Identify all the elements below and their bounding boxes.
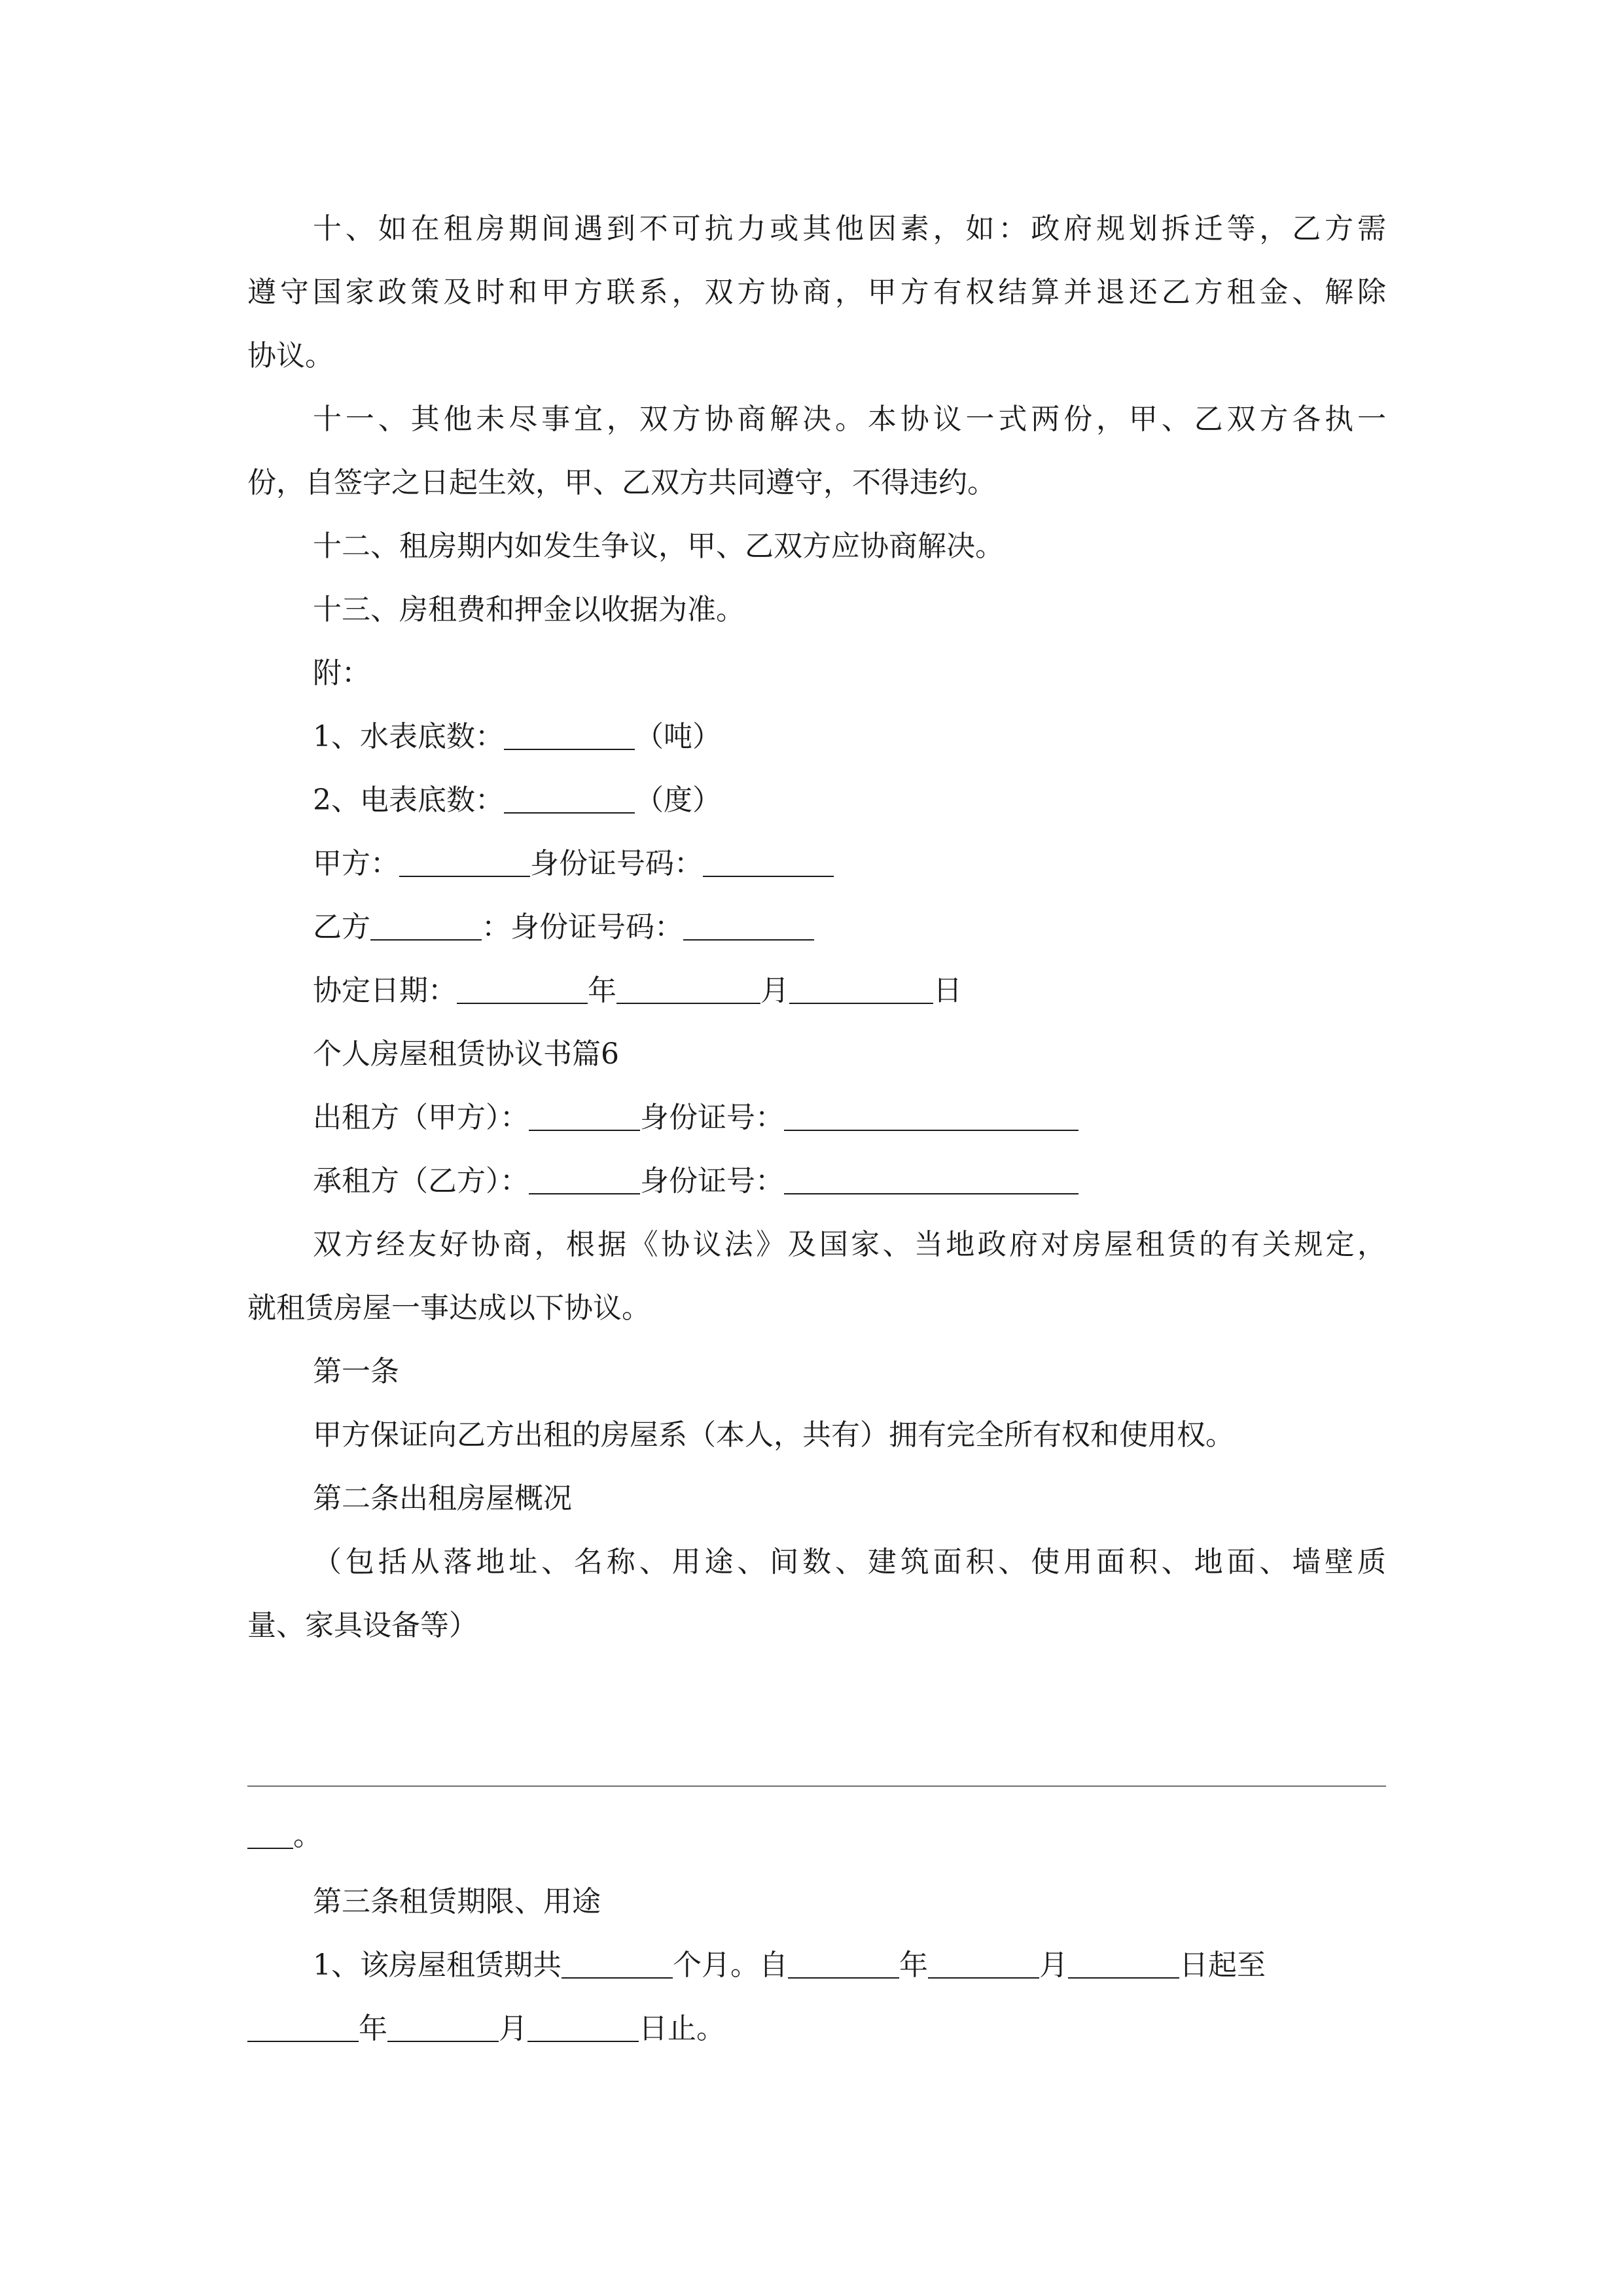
fill-in-rule[interactable] (247, 1785, 1386, 1787)
date-day-label: 日 (933, 974, 962, 1007)
end-day-label: 日止。 (639, 2012, 725, 2045)
lessor-name-blank[interactable] (529, 1101, 640, 1131)
party-b-label: 乙方 (313, 910, 370, 944)
party-a-label: 甲方： (313, 847, 399, 880)
agreement-date-label: 协定日期： (313, 974, 457, 1007)
article-2-line-1: （包括从落地址、名称、用途、间数、建筑面积、使用面积、地面、墙壁质 (313, 1545, 1386, 1579)
electric-meter-label: 2、电表底数： (313, 783, 504, 817)
lessee-id-label: 身份证号： (640, 1164, 784, 1198)
electric-meter-unit: （度） (635, 783, 721, 817)
lessor-label: 出租方（甲方）： (313, 1101, 529, 1134)
start-day-label: 日起至 (1179, 1948, 1266, 1982)
clause-10-line-2: 遵守国家政策及时和甲方联系，双方协商，甲方有权结算并退还乙方租金、解除 (247, 276, 1386, 309)
article-2-end-blank[interactable] (247, 1819, 293, 1849)
lease-from-label: 个月。自 (673, 1948, 788, 1982)
article-3-line-1 (313, 1946, 1266, 1985)
start-month-label: 月 (1039, 1948, 1068, 1982)
lease-months-blank[interactable] (562, 1948, 673, 1979)
lessor-line (313, 1098, 1079, 1138)
start-day-blank[interactable] (1068, 1948, 1179, 1979)
end-day-blank[interactable] (527, 2012, 639, 2042)
clause-12: 十二、租房期内如发生争议，甲、乙双方应协商解决。 (313, 529, 1004, 563)
date-year-blank[interactable] (457, 974, 588, 1004)
lessor-id-label: 身份证号： (640, 1101, 784, 1134)
article-1-text: 甲方保证向乙方出租的房屋系（本人，共有）拥有完全所有权和使用权。 (313, 1418, 1234, 1452)
electric-meter-line (313, 781, 721, 820)
lessee-id-blank[interactable] (784, 1164, 1079, 1194)
article-3-line-2 (247, 2009, 725, 2049)
party-b-line (313, 908, 814, 947)
party-a-id-label: 身份证号码： (530, 847, 703, 880)
clause-11-line-1: 十一、其他未尽事宜，双方协商解决。本协议一式两份，甲、乙双方各执一 (313, 403, 1386, 436)
lessor-id-blank[interactable] (784, 1101, 1079, 1131)
article-2-end-mark: 。 (293, 1819, 322, 1852)
party-b-id-blank[interactable] (683, 910, 814, 941)
clause-13: 十三、房租费和押金以收据为准。 (313, 593, 745, 626)
party-b-name-blank[interactable] (370, 910, 482, 941)
lessee-line (313, 1162, 1079, 1201)
end-month-blank[interactable] (387, 2012, 499, 2042)
start-year-label: 年 (899, 1948, 928, 1982)
end-month-label: 月 (499, 2012, 527, 2045)
party-a-name-blank[interactable] (399, 847, 530, 877)
party-a-id-blank[interactable] (703, 847, 834, 877)
date-day-blank[interactable] (789, 974, 933, 1004)
article-1-title: 第一条 (313, 1355, 399, 1388)
clause-10-line-1: 十、如在租房期间遇到不可抗力或其他因素，如：政府规划拆迁等，乙方需 (313, 212, 1386, 245)
lease-term-label: 1、该房屋租赁期共 (313, 1948, 562, 1982)
article-2-title: 第二条出租房屋概况 (313, 1482, 572, 1515)
intro-line-2: 就租赁房屋一事达成以下协议。 (247, 1291, 651, 1325)
start-month-blank[interactable] (928, 1948, 1039, 1979)
water-meter-label: 1、水表底数： (313, 720, 504, 753)
appendix-label: 附： (313, 656, 370, 690)
electric-meter-blank[interactable] (504, 783, 635, 814)
clause-10-line-3: 协议。 (247, 339, 334, 372)
article-2-end (247, 1816, 322, 1856)
agreement-date-line (313, 971, 962, 1011)
water-meter-unit: （吨） (635, 720, 721, 753)
clause-11-line-2: 份，自签字之日起生效，甲、乙双方共同遵守，不得违约。 (247, 466, 996, 499)
date-month-label: 月 (760, 974, 789, 1007)
end-year-label: 年 (359, 2012, 387, 2045)
article-2-line-2: 量、家具设备等） (247, 1609, 478, 1642)
water-meter-blank[interactable] (504, 720, 635, 750)
party-a-line (313, 844, 834, 884)
lessee-label: 承租方（乙方）： (313, 1164, 529, 1198)
section-6-title: 个人房屋租赁协议书篇6 (313, 1037, 619, 1071)
end-year-blank[interactable] (247, 2012, 359, 2042)
article-3-title: 第三条租赁期限、用途 (313, 1885, 601, 1918)
water-meter-line (313, 717, 721, 757)
intro-line-1: 双方经友好协商，根据《协议法》及国家、当地政府对房屋租赁的有关规定， (313, 1228, 1386, 1261)
date-year-label: 年 (588, 974, 616, 1007)
start-year-blank[interactable] (788, 1948, 899, 1979)
party-b-id-label: ：身份证号码： (482, 910, 683, 944)
date-month-blank[interactable] (616, 974, 760, 1004)
lessee-name-blank[interactable] (529, 1164, 640, 1194)
